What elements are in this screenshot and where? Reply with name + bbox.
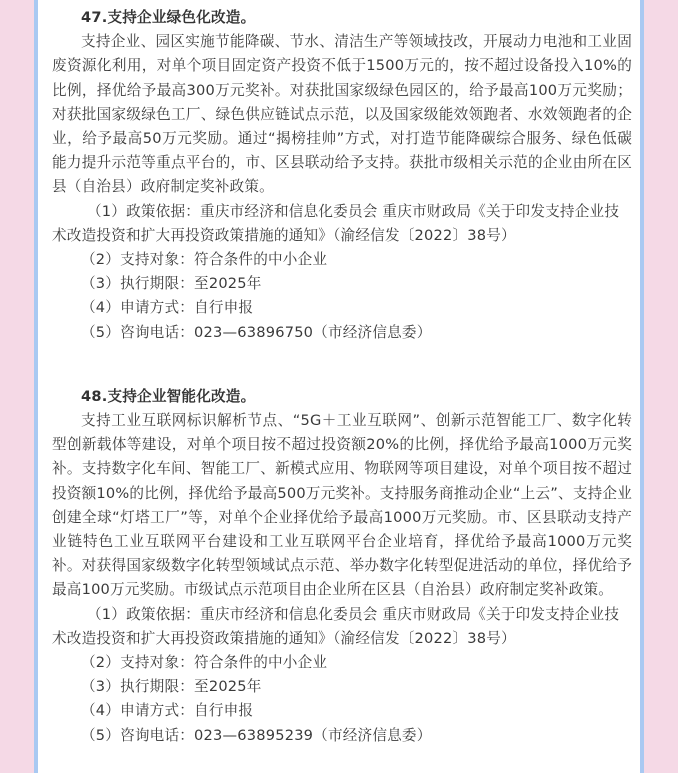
section-spacer bbox=[52, 345, 632, 385]
section-body: 支持工业互联网标识解析节点、“5G＋工业互联网”、创新示范智能工厂、数字化转型创新载体等建设，对单个项目按不超过投资额20%的比例，择优给予最高1000万元奖补。支持数字化车间、智能工厂、新模式应用、物联网等项目建设，对单个项目按不超过投资额10%的比例，择优给予最高500万元奖补。支持服务商推动企业“上云”、支持企业创建全球“灯塔工厂”等，对单个企业择优给予最高1000万元奖励。市、区县联动支持产业链特色工业互联网平台建设和工业互联网平台企业培育，择优给予最高1000万元奖补。对获得国家级数字化转型领域试点示范、举办数字化转型促进活动的单位，择优给予最高100万元奖励。市级试点示范项目由企业所在区县（自治县）政府制定奖补政策。 bbox=[52, 412, 633, 599]
support-target: （2）支持对象：符合条件的中小企业 bbox=[81, 251, 328, 269]
application-method: （4）申请方式：自行申报 bbox=[81, 702, 254, 720]
right-border-strip bbox=[640, 0, 644, 773]
consult-phone: （5）咨询电话：023—63896750（市经济信息委） bbox=[81, 323, 432, 341]
support-target: （2）支持对象：符合条件的中小企业 bbox=[81, 654, 328, 672]
policy-section-48 bbox=[52, 385, 632, 748]
section-heading: 47.支持企业绿色化改造。 bbox=[81, 9, 256, 26]
article-content bbox=[52, 6, 632, 748]
application-method: （4）申请方式：自行申报 bbox=[81, 299, 254, 317]
consult-phone: （5）咨询电话：023—63895239（市经济信息委） bbox=[81, 726, 432, 744]
policy-basis: （1）政策依据：重庆市经济和信息化委员会 重庆市财政局《关于印发支持企业技术改造投资和扩大再投资政策措施的通知》（渝经信发〔2022〕38号） bbox=[52, 605, 620, 647]
left-border-strip bbox=[34, 0, 38, 773]
execution-period: （3）执行期限：至2025年 bbox=[81, 275, 262, 293]
section-heading: 48.支持企业智能化改造。 bbox=[81, 387, 256, 405]
policy-basis: （1）政策依据：重庆市经济和信息化委员会 重庆市财政局《关于印发支持企业技术改造投资和扩大再投资政策措施的通知》（渝经信发〔2022〕38号） bbox=[52, 202, 620, 244]
section-body: 支持企业、园区实施节能降碳、节水、清洁生产等领域技改，开展动力电池和工业固废资源化利用，对单个项目固定资产投资不低于1500万元的，按不超过设备投入10%的比例，择优给予最高300万元奖补。对获批国家级绿色园区的，给予最高100万元奖励；对获批国家级绿色工厂、绿色供应链试点示范，以及国家级能效领跑者、水效领跑者的企业，给予最高50万元奖励。通过“揭榜挂帅”方式，对打造节能降碳综合服务、绿色低碳能力提升示范等重点平台的，市、区县联动给予支持。获批市级相关示范的企业由所在区县（自治县）政府制定奖补政策。 bbox=[52, 33, 632, 196]
execution-period: （3）执行期限：至2025年 bbox=[81, 678, 262, 696]
policy-section-47 bbox=[52, 6, 632, 345]
